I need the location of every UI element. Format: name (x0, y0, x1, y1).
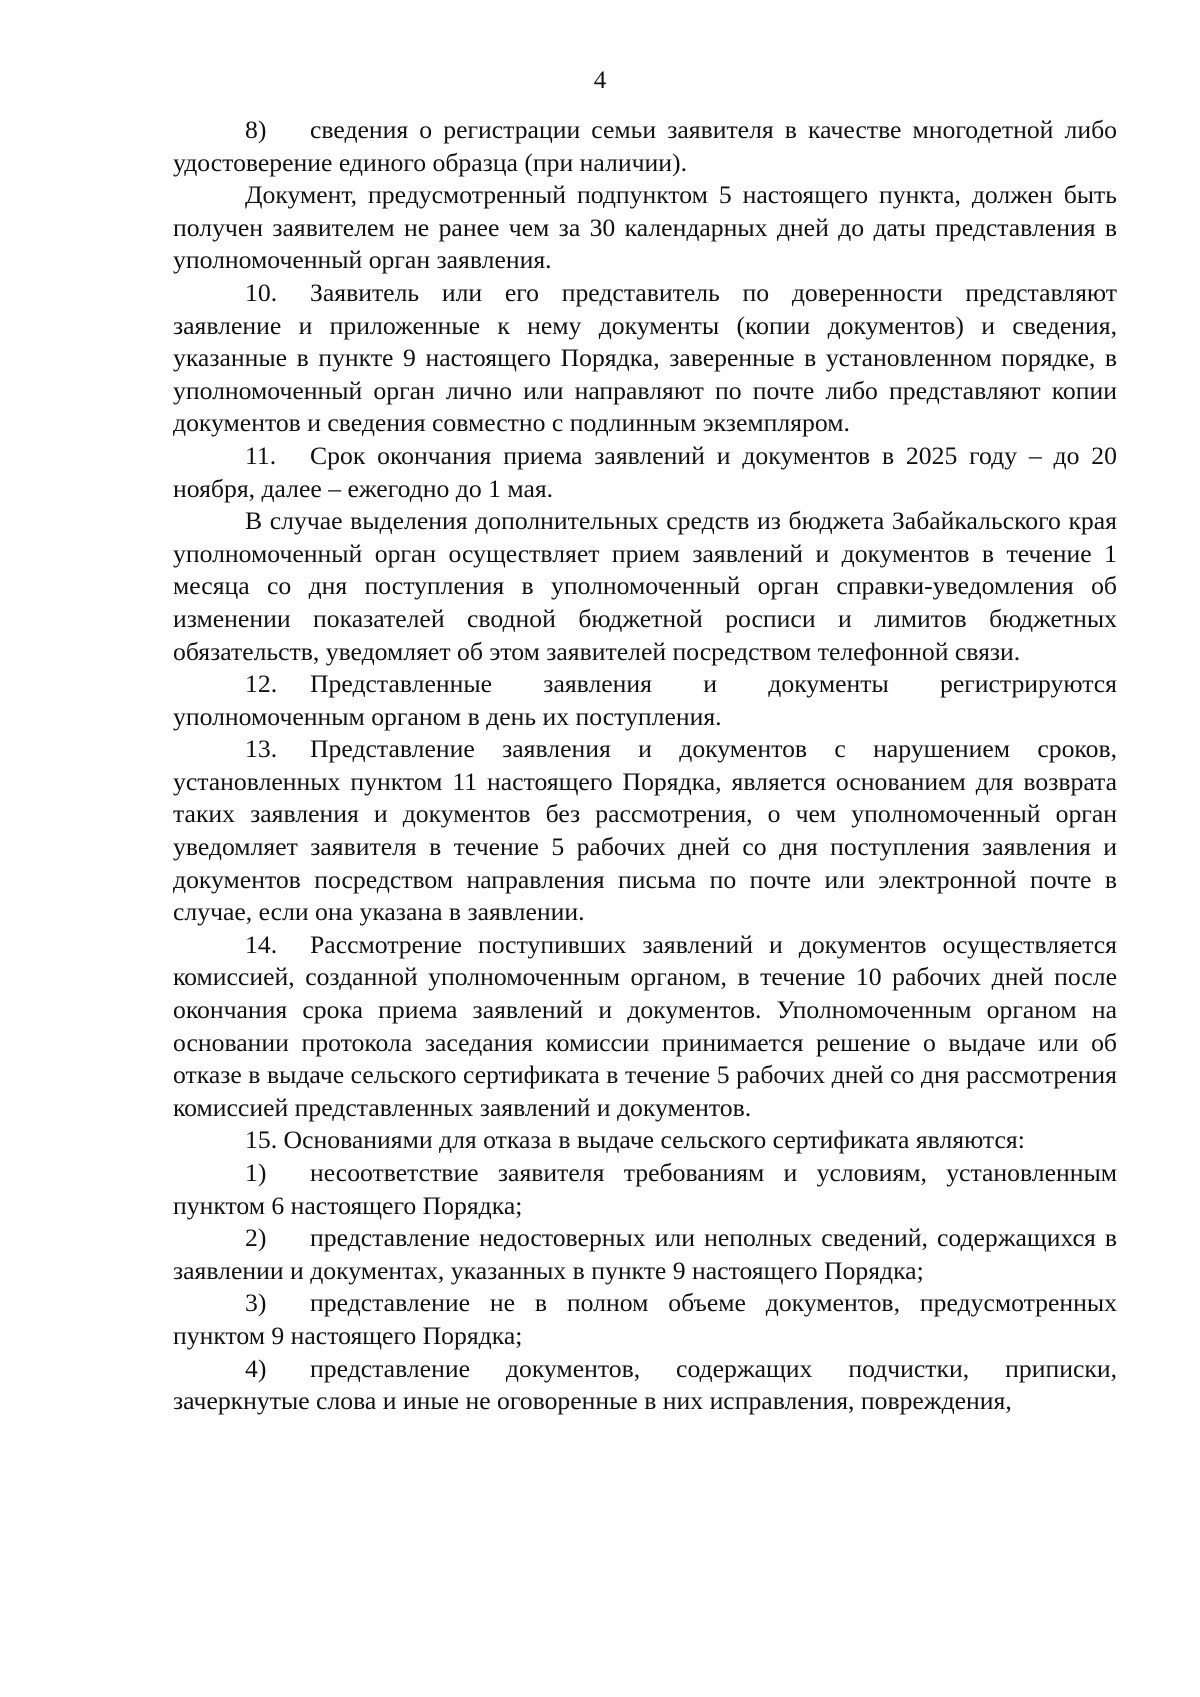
paragraph-text: 15. Основаниями для отказа в выдаче сельского сертификата являются: (245, 1125, 1025, 1155)
paragraph-item-13 (173, 733, 1117, 929)
item-number: 10. (245, 277, 278, 307)
paragraph-document-term (173, 179, 1117, 277)
item-number: 8) (245, 115, 267, 144)
paragraph-text: представление не в полном объеме документов, предусмотренных пунктом 9 настоящего Порядка; (173, 1288, 1117, 1350)
paragraph-item-11 (173, 440, 1117, 505)
document-body (173, 114, 1117, 1418)
item-number: 3) (245, 1288, 267, 1318)
paragraph-text: сведения о регистрации семьи заявителя в качестве многодетной либо удостоверение единого образца (при наличии). (173, 115, 1117, 177)
paragraph-text: Рассмотрение поступивших заявлений и документов осуществляется комиссией, созданной уполномоченным органом, в течение 10 рабочих дней после окончания срока приема заявлений и документов. Уполномоченным органом на основании протокола заседания комиссии принимается решение о выдаче или об отказе в выдаче сельского сертификата в течение 5 рабочих дней со дня рассмотрения комиссией представленных заявлений и документов. (173, 929, 1117, 1122)
paragraph-item-12 (173, 668, 1117, 733)
paragraph-item-14 (173, 929, 1117, 1125)
page-number: 4 (593, 67, 607, 94)
paragraph-text: Заявитель или его представитель по доверенности представляют заявление и приложенные к нему документы (копии документов) и сведения, указанные в пункте 9 настоящего Порядка, заверенные в установленном порядке, в уполномоченный орган лично или направляют по почте либо представляют копии документов и сведения совместно с подлинным экземпляром. (173, 277, 1117, 438)
paragraph-text: Представленные заявления и документы регистрируются уполномоченным органом в день их поступления. (173, 669, 1117, 731)
item-number: 11. (245, 440, 277, 470)
item-number: 14. (245, 929, 278, 959)
paragraph-text: Документ, предусмотренный подпунктом 5 настоящего пункта, должен быть получен заявителем не ранее чем за 30 календарных дней до даты представления в уполномоченный орган заявления. (173, 180, 1117, 275)
paragraph-text: В случае выделения дополнительных средств из бюджета Забайкальского края уполномоченный орган осуществляет прием заявлений и документов в течение 1 месяца со дня поступления в уполномоченный орган справки-уведомления об изменении показателей сводной бюджетной росписи и лимитов бюджетных обязательств, уведомляет об этом заявителей посредством телефонной связи. (173, 506, 1117, 666)
item-number: 2) (245, 1223, 267, 1253)
item-number: 1) (245, 1158, 267, 1187)
paragraph-subitem-3 (173, 1287, 1117, 1352)
paragraph-item-15 (173, 1124, 1117, 1157)
paragraph-item-8 (173, 114, 1117, 179)
paragraph-text: несоответствие заявителя требованиям и условиям, установленным пунктом 6 настоящего Порядка; (173, 1158, 1117, 1220)
paragraph-text: представление недостоверных или неполных сведений, содержащихся в заявлении и документах, указанных в пункте 9 настоящего Порядка; (173, 1223, 1117, 1285)
item-number: 12. (245, 669, 278, 699)
paragraph-text: Представление заявления и документов с нарушением сроков, установленных пунктом 11 настоящего Порядка, является основанием для возврата таких заявления и документов без рассмотрения, о чем уполномоченный орган уведомляет заявителя в течение 5 рабочих дней со дня поступления заявления и документов посредством направления письма по почте или электронной почте в случае, если она указана в заявлении. (173, 734, 1117, 927)
paragraph-subitem-4 (173, 1353, 1117, 1418)
paragraph-item-10 (173, 277, 1117, 440)
paragraph-subitem-1 (173, 1157, 1117, 1222)
item-number: 4) (245, 1353, 267, 1383)
paragraph-text: представление документов, содержащих подчистки, приписки, зачеркнутые слова и иные не оговоренные в них исправления, повреждения, (173, 1353, 1117, 1416)
item-number: 13. (245, 734, 278, 764)
paragraph-subitem-2 (173, 1222, 1117, 1287)
paragraph-text: Срок окончания приема заявлений и документов в 2025 году – до 20 ноября, далее – ежегодно до 1 мая. (173, 440, 1117, 503)
paragraph-additional-funds (173, 505, 1117, 668)
